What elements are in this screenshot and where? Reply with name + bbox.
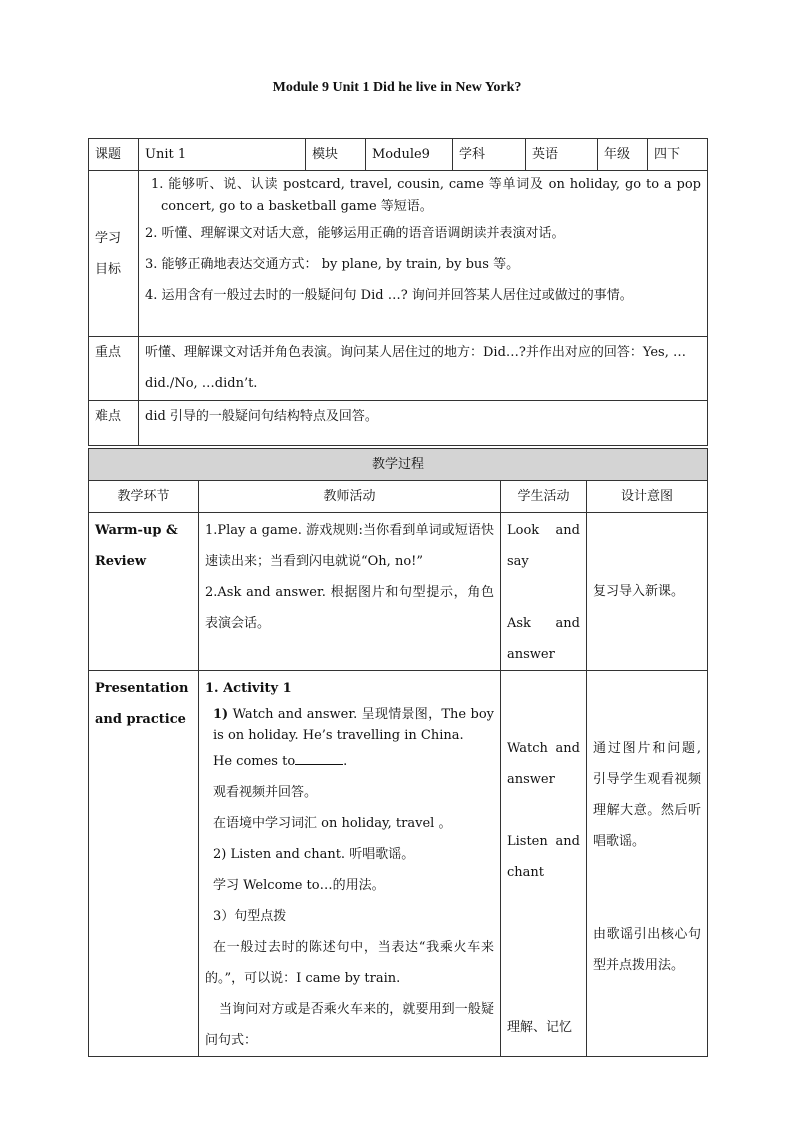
step2: 2) Listen and chant. 听唱歌谣。 (213, 847, 415, 862)
presentation-purpose-1: 通过图片和问题,引导学生观看视频理解大意。然后听唱歌谣。 (593, 741, 702, 849)
module-label: 模块 (306, 139, 366, 171)
objectives-label-a: 学习 (95, 230, 122, 246)
presentation-student-3: 理解、记忆 (507, 1020, 573, 1035)
step1-question-text: He comes to (213, 754, 296, 769)
presentation-student-1: Watch and answer (507, 741, 580, 787)
step1-cn: 观看视频并回答。 (213, 785, 318, 800)
subject-value: 英语 (526, 139, 598, 171)
key-points-text: 听懂、理解课文对话并角色表演。询问某人居住过的地方：Did…?并作出对应的回答：Yes, …did./No, …didn’t. (139, 337, 708, 401)
step3-a: 在一般过去时的陈述句中，当表达“我乘火车来的。”，可以说：I came by train. (205, 940, 494, 986)
warmup-student (501, 513, 587, 671)
presentation-stage: Presentation and practice (89, 671, 199, 1057)
activity-title: 1. Activity 1 (205, 681, 292, 696)
header-stage: 教学环节 (89, 481, 199, 513)
difficulties-label: 难点 (89, 401, 139, 446)
header-purpose: 设计意图 (587, 481, 708, 513)
info-table (88, 138, 708, 446)
warmup-purpose: 复习导入新课。 (587, 513, 708, 671)
presentation-teacher (199, 671, 501, 1057)
step1-question: He comes to . (213, 754, 348, 769)
header-teacher: 教师活动 (199, 481, 501, 513)
grade-label: 年级 (598, 139, 648, 171)
difficulties-text: did 引导的一般疑问句结构特点及回答。 (139, 401, 708, 446)
objective-item: 3. 能够正确地表达交通方式： by plane, by train, by bus 等。 (145, 257, 520, 272)
presentation-student-2: Listen and chant (507, 834, 580, 880)
presentation-purpose (587, 671, 708, 1057)
step2-learn: 学习 Welcome to…的用法。 (213, 878, 385, 893)
objective-item: 1. 能够听、说、认读 postcard, travel, cousin, came 等单词及 on holiday, go to a pop concert, go to a basketball game 等短语。 (151, 177, 701, 214)
step3: 3）句型点拨 (213, 909, 287, 924)
objective-item: 2. 听懂、理解课文对话大意，能够运用正确的语音语调朗读并表演对话。 (145, 226, 565, 241)
objectives-label (89, 171, 139, 337)
presentation-purpose-2: 由歌谣引出核心句型并点拨用法。 (593, 927, 702, 973)
objective-item: 4. 运用含有一般过去时的一般疑问句 Did …? 询问并回答某人居住过或做过的事情。 (145, 288, 633, 303)
step1-text (205, 704, 494, 746)
answer-blank (295, 752, 343, 765)
module-value: Module9 (366, 139, 453, 171)
key-points-label: 重点 (89, 337, 139, 401)
subject-label: 学科 (453, 139, 526, 171)
step1-body: Watch and answer. 呈现情景图，The boy is on holiday. He’s travelling in China. (213, 707, 494, 743)
topic-label: 课题 (89, 139, 139, 171)
warmup-teacher (199, 513, 501, 671)
warmup-stage: Warm-up & Review (89, 513, 199, 671)
process-table (88, 448, 708, 1057)
step1-vocab: 在语境中学习词汇 on holiday, travel 。 (213, 816, 452, 831)
topic-value: Unit 1 (139, 139, 306, 171)
presentation-student (501, 671, 587, 1057)
warmup-student-1: Look and say (507, 523, 580, 569)
objectives-list (139, 171, 708, 337)
warmup-teacher-1: 1.Play a game. 游戏规则:当你看到单词或短语快速读出来；当看到闪电就说“Oh, no!” (205, 523, 494, 569)
objectives-label-b: 目标 (95, 261, 122, 277)
grade-value: 四下 (648, 139, 708, 171)
step3-b: 当询问对方或是否乘火车来的，就要用到一般疑问句式： (205, 1002, 494, 1048)
process-section-title: 教学过程 (89, 449, 708, 481)
page-title: Module 9 Unit 1 Did he live in New York? (272, 80, 522, 95)
header-student: 学生活动 (501, 481, 587, 513)
warmup-teacher-2: 2.Ask and answer. 根据图片和句型提示，角色表演会话。 (205, 585, 494, 631)
warmup-student-2: Ask and answer (507, 616, 580, 662)
step1-num: 1) (213, 707, 229, 722)
